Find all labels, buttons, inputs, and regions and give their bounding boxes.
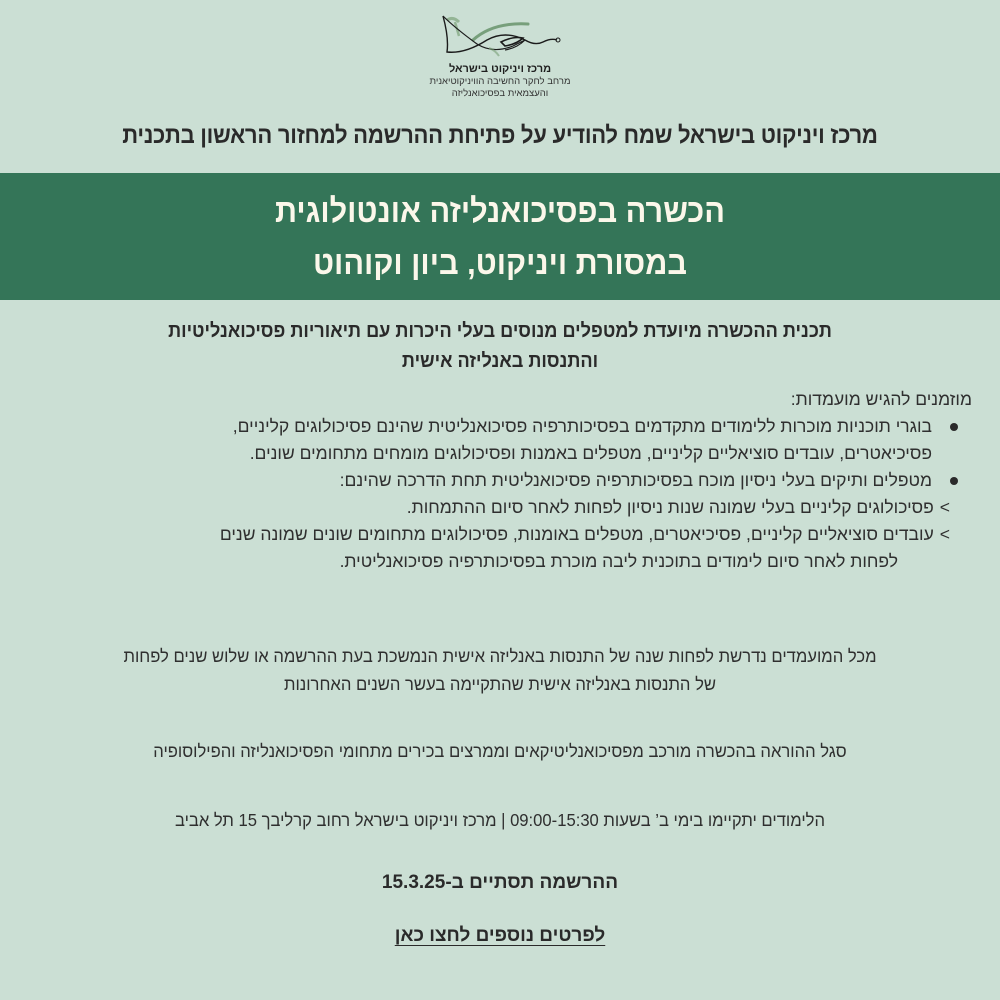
program-title-line: הכשרה בפסיכואנליזה אונטולוגית [274,192,726,229]
registration-deadline: ההרשמה תסתיים ב-15.3.25 [381,872,619,893]
faculty-paragraph: סגל ההוראה בהכשרה מורכב מפסיכואנליטיקאים וממרצים בכירים מתחומי הפסיכואנליזה והפילוסופיה [153,741,847,761]
logo-tagline-line: והעצמאית בפסיכואנליזה [451,88,549,99]
eligibility-bullet [27,413,972,467]
bullet-line: מטפלים ותיקים בעלי ניסיון מוכח בפסיכותרפיה פסיכואנליטית תחת הדרכה שהינם: [339,470,932,490]
chevron-marker-icon: > [939,524,950,544]
bullet-icon [950,477,958,485]
bullet-line: פסיכיאטרים, עובדים סוציאליים קליניים, מטפלים באמנות ופסיכולוגים מומחים מתחומים שונים. [249,443,932,463]
eligibility-section [27,386,972,575]
program-title-banner [0,173,1000,300]
logo [0,10,1000,100]
analysis-requirement-paragraph [54,642,947,698]
eligibility-bullet [27,467,972,494]
program-target-audience [72,316,928,376]
paragraph-line: מכל המועמדים נדרשת לפחות שנה של התנסות באנליזה אישית הנמשכת בעת ההרשמה או שלוש שנים לפחות [123,646,877,666]
schedule-location-paragraph: הלימודים יתקיימו בימי ב’ בשעות 09:00-15:30 | מרכז ויניקוט בישראל רחוב קרליבך 15 תל אביב [174,810,825,830]
more-info-link-container [0,925,1000,947]
bullet-line: בוגרי תוכניות מוכרות ללימודים מתקדמים בפסיכותרפיה פסיכואנליטית שהינם פסיכולוגים קליניים, [232,416,932,436]
eligibility-title: מוזמנים להגיש מועמדות: [790,389,972,409]
headline: מרכז ויניקוט בישראל שמח להודיע על פתיחת ההרשמה למחזור הראשון בתכנית [122,122,878,149]
sub-item-line: לפחות לאחר סיום לימודים בתוכנית ליבה מוכרת בפסיכותרפיה פסיכואנליטית. [339,551,898,571]
subhead-line: תכנית ההכשרה מיועדת למטפלים מנוסים בעלי היכרות עם תיאוריות פסיכואנליטיות [168,320,832,342]
fish-brush-logo-icon [425,10,575,60]
chevron-marker-icon: > [939,497,950,517]
logo-name: מרכז ויניקוט בישראל [448,63,552,75]
paragraph-line: של התנסות באנליזה אישית שהתקיימה בעשר השנים האחרונות [283,674,717,694]
sub-item-line: פסיכולוגים קליניים בעלי שמונה שנות ניסיון לפחות לאחר סיום ההתמחות. [406,497,934,517]
subhead-line: והתנסות באנליזה אישית [401,350,599,372]
more-info-link[interactable]: לפרטים נוספים לחצו כאן [394,925,606,946]
logo-tagline-line: מרחב לחקר החשיבה הוויניקוטיאנית [429,76,571,87]
sub-item-line: עובדים סוציאליים קליניים, פסיכיאטרים, מטפלים באומנות, פסיכולוגים מתחומים שונים שמונה שנים [219,524,934,544]
eligibility-sub-item [27,494,972,521]
program-title-line: במסורת ויניקוט, ביון וקוהוט [312,244,688,281]
bullet-icon [950,423,958,431]
eligibility-sub-item [27,521,972,575]
